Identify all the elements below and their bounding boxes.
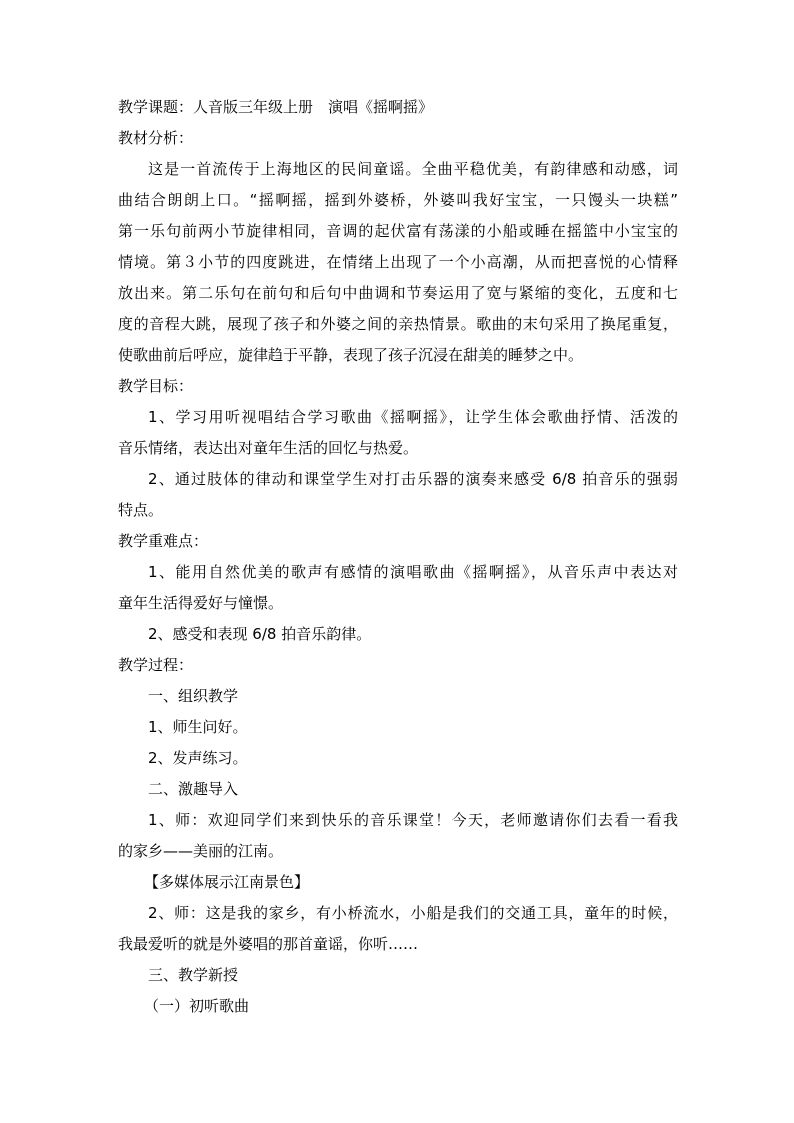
process-heading: 教学过程： — [118, 656, 194, 674]
process-subsection-title: （一）初听歌曲 — [144, 997, 250, 1015]
analysis-line: 放出来。第二乐句在前句和后句中曲调和节奏运用了宽与紧缩的变化，五度和七 — [118, 284, 678, 302]
process-step: 1、师：欢迎同学们来到快乐的音乐课堂！今天，老师邀请你们去看一看我 — [148, 811, 678, 829]
key-point-line: 1、能用自然优美的歌声有感情的演唱歌曲《摇啊摇》，从音乐声中表达对 — [148, 563, 678, 581]
process-step: 2、发声练习。 — [148, 749, 248, 767]
process-section-title: 三、教学新授 — [148, 966, 239, 984]
goal-item-line: 1、学习用听视唱结合学习歌曲《摇啊摇》，让学生体会歌曲抒情、活泼的 — [148, 408, 678, 426]
lesson-title: 教学课题：人音版三年级上册 演唱《摇啊摇》 — [118, 98, 434, 116]
process-step: 1、师生问好。 — [148, 718, 248, 736]
key-points-heading: 教学重难点： — [118, 532, 209, 550]
analysis-line: 曲结合朗朗上口。“摇啊摇，摇到外婆桥，外婆叫我好宝宝，一只馒头一块糕” — [118, 191, 678, 209]
document-page — [118, 92, 678, 1022]
analysis-heading: 教材分析： — [118, 129, 194, 147]
process-step: 我最爱听的就是外婆唱的那首童谣，你听…… — [118, 935, 419, 953]
analysis-line: 这是一首流传于上海地区的民间童谣。全曲平稳优美，有韵律感和动感，词 — [148, 160, 678, 178]
analysis-line: 第一乐句前两小节旋律相同，音调的起伏富有荡漾的小船或睡在摇篮中小宝宝的 — [118, 222, 678, 240]
analysis-line: 使歌曲前后呼应，旋律趋于平静，表现了孩子沉浸在甜美的睡梦之中。 — [118, 346, 584, 364]
analysis-line: 情境。第３小节的四度跳进，在情绪上出现了一个小高潮，从而把喜悦的心情释 — [118, 253, 678, 271]
process-step: 的家乡——美丽的江南。 — [118, 842, 284, 860]
goal-item-line: 2、通过肢体的律动和课堂学生对打击乐器的演奏来感受 6/8 拍音乐的强弱 — [148, 470, 678, 488]
process-section-title: 一、组织教学 — [148, 687, 239, 705]
process-step: 2、师：这是我的家乡，有小桥流水，小船是我们的交通工具，童年的时候， — [148, 904, 678, 922]
key-point-line: 童年生活得爱好与憧憬。 — [118, 594, 284, 612]
goal-item-line: 音乐情绪，表达出对童年生活的回忆与热爱。 — [118, 439, 419, 457]
key-point-line: 2、感受和表现 6/8 拍音乐韵律。 — [148, 625, 372, 643]
media-note: 【多媒体展示江南景色】 — [144, 873, 310, 891]
goals-heading: 教学目标： — [118, 377, 194, 395]
analysis-line: 度的音程大跳，展现了孩子和外婆之间的亲热情景。歌曲的末句采用了换尾重复， — [118, 315, 678, 333]
goal-item-line: 特点。 — [118, 501, 164, 519]
process-section-title: 二、激趣导入 — [148, 780, 239, 798]
